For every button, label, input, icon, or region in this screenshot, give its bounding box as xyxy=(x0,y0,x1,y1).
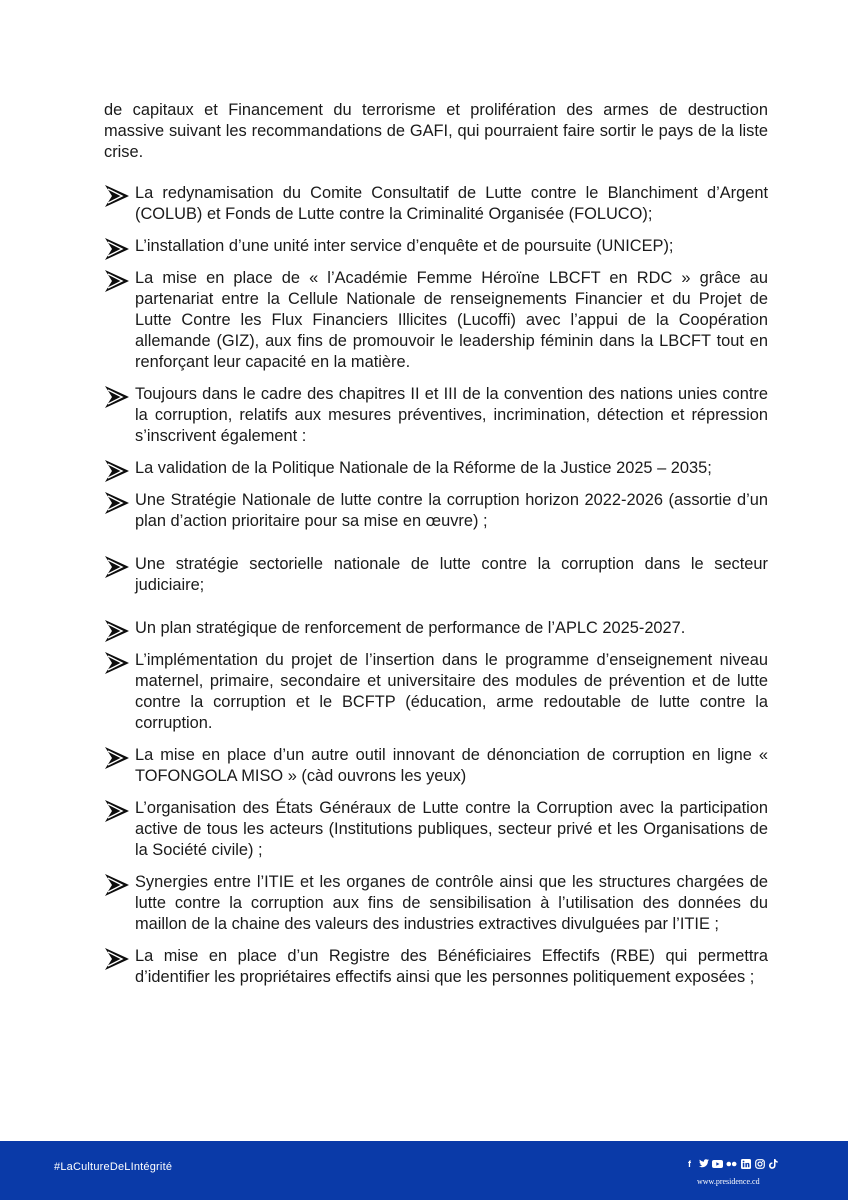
arrow-bullet-icon xyxy=(104,268,130,294)
social-icons xyxy=(684,1158,779,1169)
bullet-text: La redynamisation du Comite Consultatif de Lutte contre le Blanchiment d’Argent (COLUB) et Fonds de Lutte contre la Criminalité Organisée (FOLUCO); xyxy=(135,184,768,223)
arrow-bullet-icon xyxy=(104,872,130,898)
arrow-bullet-icon xyxy=(104,798,130,824)
bullet-item xyxy=(104,618,768,639)
arrow-bullet-icon xyxy=(104,618,130,644)
bullet-item xyxy=(104,183,768,225)
bullet-text: La mise en place de « l’Académie Femme Héroïne LBCFT en RDC » grâce au partenariat entre la Cellule Nationale de renseignements Financier et du Projet de Lutte Contre les Flux Financiers Illicites (Lucoffi) avec l’appui de la Coopération allemande (GIZ), aux fins de promouvoir le leadership féminin dans la LBCFT tout en renforçant leur capacité en la matière. xyxy=(135,269,768,371)
arrow-bullet-icon xyxy=(104,745,130,771)
bullet-item xyxy=(104,872,768,935)
linkedin-icon[interactable] xyxy=(740,1158,751,1169)
footer-bar xyxy=(0,1141,848,1200)
bullet-item xyxy=(104,236,768,257)
bullet-text: La mise en place d’un autre outil innovant de dénonciation de corruption en ligne « TOFONGOLA MISO » (càd ouvrons les yeux) xyxy=(135,746,768,785)
bullet-item xyxy=(104,458,768,479)
youtube-icon[interactable] xyxy=(712,1158,723,1169)
bullet-list xyxy=(104,183,768,988)
bullet-text: L’implémentation du projet de l’insertion dans le programme d’enseignement niveau maternel, primaire, secondaire et universitaire des modules de prévention et de lutte contre la corruption et le BCFTP (éducation, arme redoutable de lutte contre la corruption. xyxy=(135,651,768,732)
bullet-text: La validation de la Politique Nationale de la Réforme de la Justice 2025 – 2035; xyxy=(135,459,712,477)
intro-paragraph: de capitaux et Financement du terrorisme et prolifération des armes de destruction massive suivant les recommandations de GAFI, qui pourraient faire sortir le pays de la liste crise. xyxy=(104,101,768,161)
bullet-item xyxy=(104,650,768,734)
arrow-bullet-icon xyxy=(104,650,130,676)
document-body xyxy=(104,100,768,999)
bullet-item xyxy=(104,798,768,861)
footer-website[interactable]: www.presidence.cd xyxy=(697,1177,760,1186)
arrow-bullet-icon xyxy=(104,384,130,410)
bullet-text: Synergies entre l’ITIE et les organes de contrôle ainsi que les structures chargées de lutte contre la corruption aux fins de sensibilisation à l’utilisation des données du maillon de la chaine des valeurs des industries extractives divulguées par l’ITIE ; xyxy=(135,873,768,933)
bullet-item xyxy=(104,384,768,447)
arrow-bullet-icon xyxy=(104,946,130,972)
bullet-text: Un plan stratégique de renforcement de performance de l’APLC 2025-2027. xyxy=(135,619,686,637)
arrow-bullet-icon xyxy=(104,236,130,262)
bullet-item xyxy=(104,554,768,596)
bullet-text: L’installation d’une unité inter service d’enquête et de poursuite (UNICEP); xyxy=(135,237,674,255)
arrow-bullet-icon xyxy=(104,490,130,516)
bullet-item xyxy=(104,745,768,787)
bullet-item xyxy=(104,268,768,373)
arrow-bullet-icon xyxy=(104,458,130,484)
bullet-text: L’organisation des États Généraux de Lutte contre la Corruption avec la participation active de tous les acteurs (Institutions publiques, secteur privé et les Organisations de la Société civile) ; xyxy=(135,799,768,859)
footer-hashtag: #LaCultureDeLIntégrité xyxy=(54,1161,173,1173)
bullet-item xyxy=(104,946,768,988)
bullet-text: Une stratégie sectorielle nationale de lutte contre la corruption dans le secteur judiciaire; xyxy=(135,555,768,594)
arrow-bullet-icon xyxy=(104,554,130,580)
bullet-text: La mise en place d’un Registre des Bénéficiaires Effectifs (RBE) qui permettra d’identifier les propriétaires effectifs ainsi que les personnes politiquement exposées ; xyxy=(135,947,768,986)
bullet-text: Toujours dans le cadre des chapitres II et III de la convention des nations unies contre la corruption, relatifs aux mesures préventives, incrimination, détection et répression s’inscrivent également : xyxy=(135,385,768,445)
twitter-icon[interactable] xyxy=(698,1158,709,1169)
facebook-icon[interactable]: f xyxy=(688,1158,691,1169)
instagram-icon[interactable] xyxy=(754,1158,765,1169)
tiktok-icon[interactable] xyxy=(768,1158,779,1169)
bullet-item xyxy=(104,490,768,532)
bullet-text: Une Stratégie Nationale de lutte contre la corruption horizon 2022-2026 (assortie d’un plan d’action prioritaire pour sa mise en œuvre) ; xyxy=(135,491,768,530)
flickr-icon[interactable] xyxy=(726,1158,737,1169)
arrow-bullet-icon xyxy=(104,183,130,209)
